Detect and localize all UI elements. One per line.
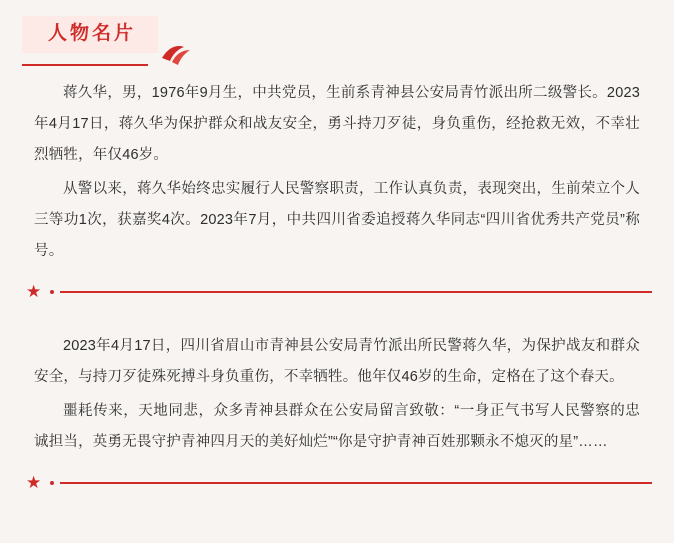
article-header — [0, 0, 674, 78]
star-icon: ★ — [26, 473, 42, 492]
spacer — [0, 313, 674, 331]
section-divider — [0, 277, 674, 307]
ribbon-flourish-icon — [160, 42, 194, 66]
paragraph: 从警以来，蒋久华始终忠实履行人民警察职责，工作认真负责，表现突出，生前荣立个人三等功1次，获嘉奖4次。2023年7月，中共四川省委追授蒋久华同志“四川省优秀共产党员”称号。 — [34, 181, 640, 259]
title-underline — [22, 64, 148, 66]
paragraph: 噩耗传来，天地同悲，众多青神县群众在公安局留言致敬：“一身正气书写人民警察的忠诚担当，英勇无畏守护青神四月天的美好灿烂”“你是守护青神百姓那颗永不熄灭的星”…… — [34, 403, 640, 450]
section-profile — [0, 78, 674, 267]
divider-rule — [60, 482, 652, 484]
section-divider — [0, 468, 674, 498]
divider-dot — [50, 481, 54, 485]
page-title: 人物名片 — [48, 23, 137, 44]
divider-dot — [50, 290, 54, 294]
title-plate — [22, 16, 158, 53]
section-story — [0, 331, 674, 458]
star-icon: ★ — [26, 282, 42, 301]
divider-rule — [60, 291, 652, 293]
paragraph: 2023年4月17日，四川省眉山市青神县公安局青竹派出所民警蒋久华，为保护战友和群众安全，与持刀歹徒殊死搏斗身负重伤，不幸牺牲。他年仅46岁的生命，定格在了这个春天。 — [34, 338, 640, 385]
paragraph: 蒋久华，男，1976年9月生，中共党员，生前系青神县公安局青竹派出所二级警长。2023年4月17日，蒋久华为保护群众和战友安全，勇斗持刀歹徒，身负重伤，经抢救无效，不幸壮烈牺牲，年仅46岁。 — [34, 85, 640, 163]
page-title-block — [22, 16, 158, 53]
